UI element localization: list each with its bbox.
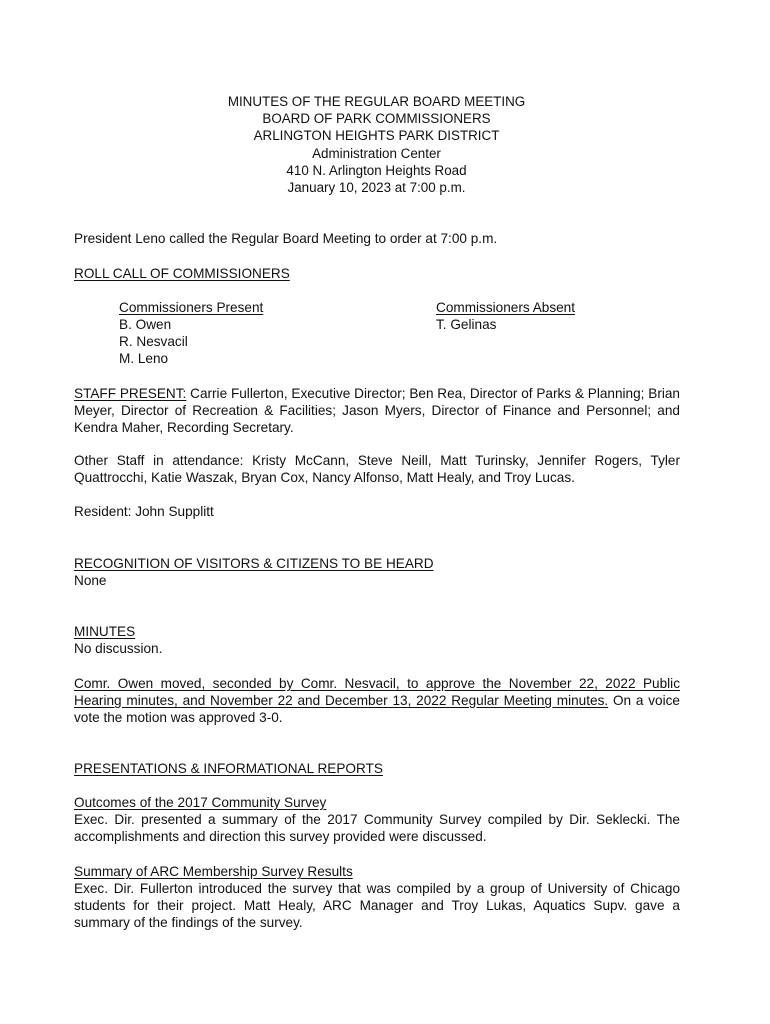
minutes-motion [74, 675, 680, 726]
other-staff: Other Staff in attendance: Kristy McCann, Steve Neill, Matt Turinsky, Jennifer Rogers, Tyler Quattrocchi, Katie Waszak, Bryan Cox, Nancy Alfonso, Matt Healy, and Troy Lucas. [74, 453, 680, 485]
header-district: ARLINGTON HEIGHTS PARK DISTRICT [253, 128, 500, 144]
resident: Resident: John Supplitt [74, 504, 214, 519]
header-board: BOARD OF PARK COMMISSIONERS [262, 111, 491, 127]
staff-present [74, 385, 680, 436]
visitors-section [74, 555, 680, 589]
visitors-heading: RECOGNITION OF VISITORS & CITIZENS TO BE HEARD [74, 556, 434, 571]
presentation-item [74, 863, 680, 931]
present-column [119, 299, 263, 367]
document-header [0, 93, 770, 196]
presentation-text: Exec. Dir. presented a summary of the 2017 Community Survey compiled by Dir. Seklecki. The accomplishments and direction this survey provided were discussed. [74, 812, 680, 844]
absent-member: T. Gelinas [436, 317, 497, 332]
present-heading: Commissioners Present [119, 300, 264, 315]
roll-call-heading: ROLL CALL OF COMMISSIONERS [74, 266, 290, 281]
motion-underlined: Comr. Owen moved, seconded by Comr. Nesvacil, to approve the November 22, 2022 Public Hearing minutes, and November 22 and December 13, 2022 Regular Meeting minutes. [74, 676, 680, 708]
staff-present-label: STAFF PRESENT: [74, 386, 187, 401]
motion-result: On a voice vote the motion was approved 3-0. [74, 693, 680, 725]
absent-heading: Commissioners Absent [436, 300, 576, 315]
presentation-title: Summary of ARC Membership Survey Results [74, 864, 353, 879]
visitors-text: None [74, 573, 107, 588]
present-member: M. Leno [119, 351, 169, 366]
header-date: January 10, 2023 at 7:00 p.m. [287, 180, 466, 196]
present-member: B. Owen [119, 317, 172, 332]
presentation-title: Outcomes of the 2017 Community Survey [74, 795, 327, 810]
presentations-heading: PRESENTATIONS & INFORMATIONAL REPORTS [74, 761, 383, 776]
header-title: MINUTES OF THE REGULAR BOARD MEETING [227, 94, 526, 109]
presentation-text: Exec. Dir. Fullerton introduced the survey that was compiled by a group of University of Chicago students for their project. Matt Healy, ARC Manager and Troy Lukas, Aquatics Supv. gave a summary of the findings of the survey. [74, 881, 680, 930]
staff-present-text: Carrie Fullerton, Executive Director; Ben Rea, Director of Parks & Planning; Brian Meyer, Director of Recreation & Facilities; Jason Myers, Director of Finance and Personnel; and Kendra Maher, Recording Secretary. [74, 386, 680, 435]
minutes-section [74, 623, 680, 657]
absent-column [436, 299, 575, 333]
present-member: R. Nesvacil [119, 334, 188, 349]
header-address: 410 N. Arlington Heights Road [286, 162, 467, 178]
header-location: Administration Center [312, 145, 441, 161]
minutes-text: No discussion. [74, 641, 163, 656]
presentation-item [74, 794, 680, 845]
call-to-order: President Leno called the Regular Board Meeting to order at 7:00 p.m. [74, 231, 498, 246]
minutes-heading: MINUTES [74, 624, 136, 639]
